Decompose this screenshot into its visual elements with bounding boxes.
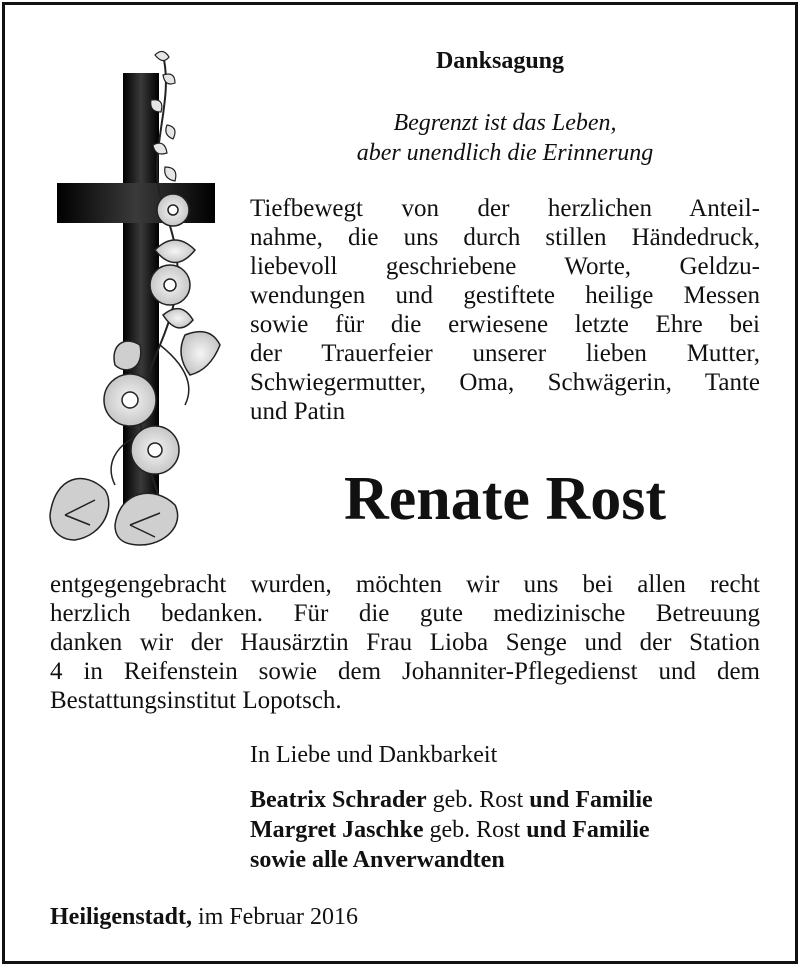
intro-line: sowie für die erwiesene letzte Ehre bei bbox=[250, 311, 760, 338]
place-and-date bbox=[50, 903, 358, 931]
motto-line: aber unendlich die Erinnerung bbox=[356, 140, 654, 166]
cross-with-flowers-illustration bbox=[45, 45, 225, 550]
thanks-paragraph bbox=[50, 570, 760, 715]
thanks-line: herzlich bedanken. Für die gute medizinische Betreuung bbox=[50, 600, 760, 627]
intro-line: Tiefbewegt von der herzlichen Anteil- bbox=[250, 195, 760, 222]
signer-born: geb. Rost bbox=[429, 817, 521, 843]
motto-line: Begrenzt ist das Leben, bbox=[393, 110, 617, 136]
closing-phrase: In Liebe und Dankbarkeit bbox=[250, 742, 498, 768]
motto bbox=[305, 108, 705, 168]
signer-row bbox=[250, 815, 653, 845]
page-title: Danksagung bbox=[435, 48, 565, 74]
signer-name: Beatrix Schrader bbox=[250, 787, 427, 813]
deceased-name: Renate Rost bbox=[344, 465, 666, 533]
signer-relatives: sowie alle Anverwandten bbox=[250, 847, 505, 873]
signer-born: geb. Rost bbox=[432, 787, 524, 813]
thanks-line: danken wir der Hausärztin Frau Lioba Senge und der Station bbox=[50, 629, 760, 656]
place: Heiligenstadt, bbox=[50, 904, 192, 930]
intro-paragraph bbox=[250, 194, 760, 426]
signer-name: Margret Jaschke bbox=[250, 817, 424, 843]
intro-line: und Patin bbox=[250, 398, 346, 425]
intro-line: Schwiegermutter, Oma, Schwägerin, Tante bbox=[250, 369, 760, 396]
intro-line: liebevoll geschriebene Worte, Geldzu- bbox=[250, 253, 760, 280]
thanks-line: 4 in Reifenstein sowie dem Johanniter-Pflegedienst und dem bbox=[50, 658, 760, 685]
signers-block bbox=[250, 785, 653, 875]
signer-row bbox=[250, 785, 653, 815]
intro-line: der Trauerfeier unserer lieben Mutter, bbox=[250, 340, 760, 367]
flower-icon bbox=[104, 194, 220, 474]
obituary-card bbox=[2, 2, 798, 964]
thanks-line: Bestattungsinstitut Lopotsch. bbox=[50, 687, 342, 714]
signer-suffix: und Familie bbox=[526, 817, 650, 843]
signer-suffix: und Familie bbox=[529, 787, 653, 813]
thanks-line: entgegengebracht wurden, möchten wir uns bei allen recht bbox=[50, 571, 760, 598]
date: im Februar 2016 bbox=[198, 904, 358, 930]
intro-line: nahme, die uns durch stillen Händedruck, bbox=[250, 224, 760, 251]
intro-line: wendungen und gestiftete heilige Messen bbox=[250, 282, 760, 309]
